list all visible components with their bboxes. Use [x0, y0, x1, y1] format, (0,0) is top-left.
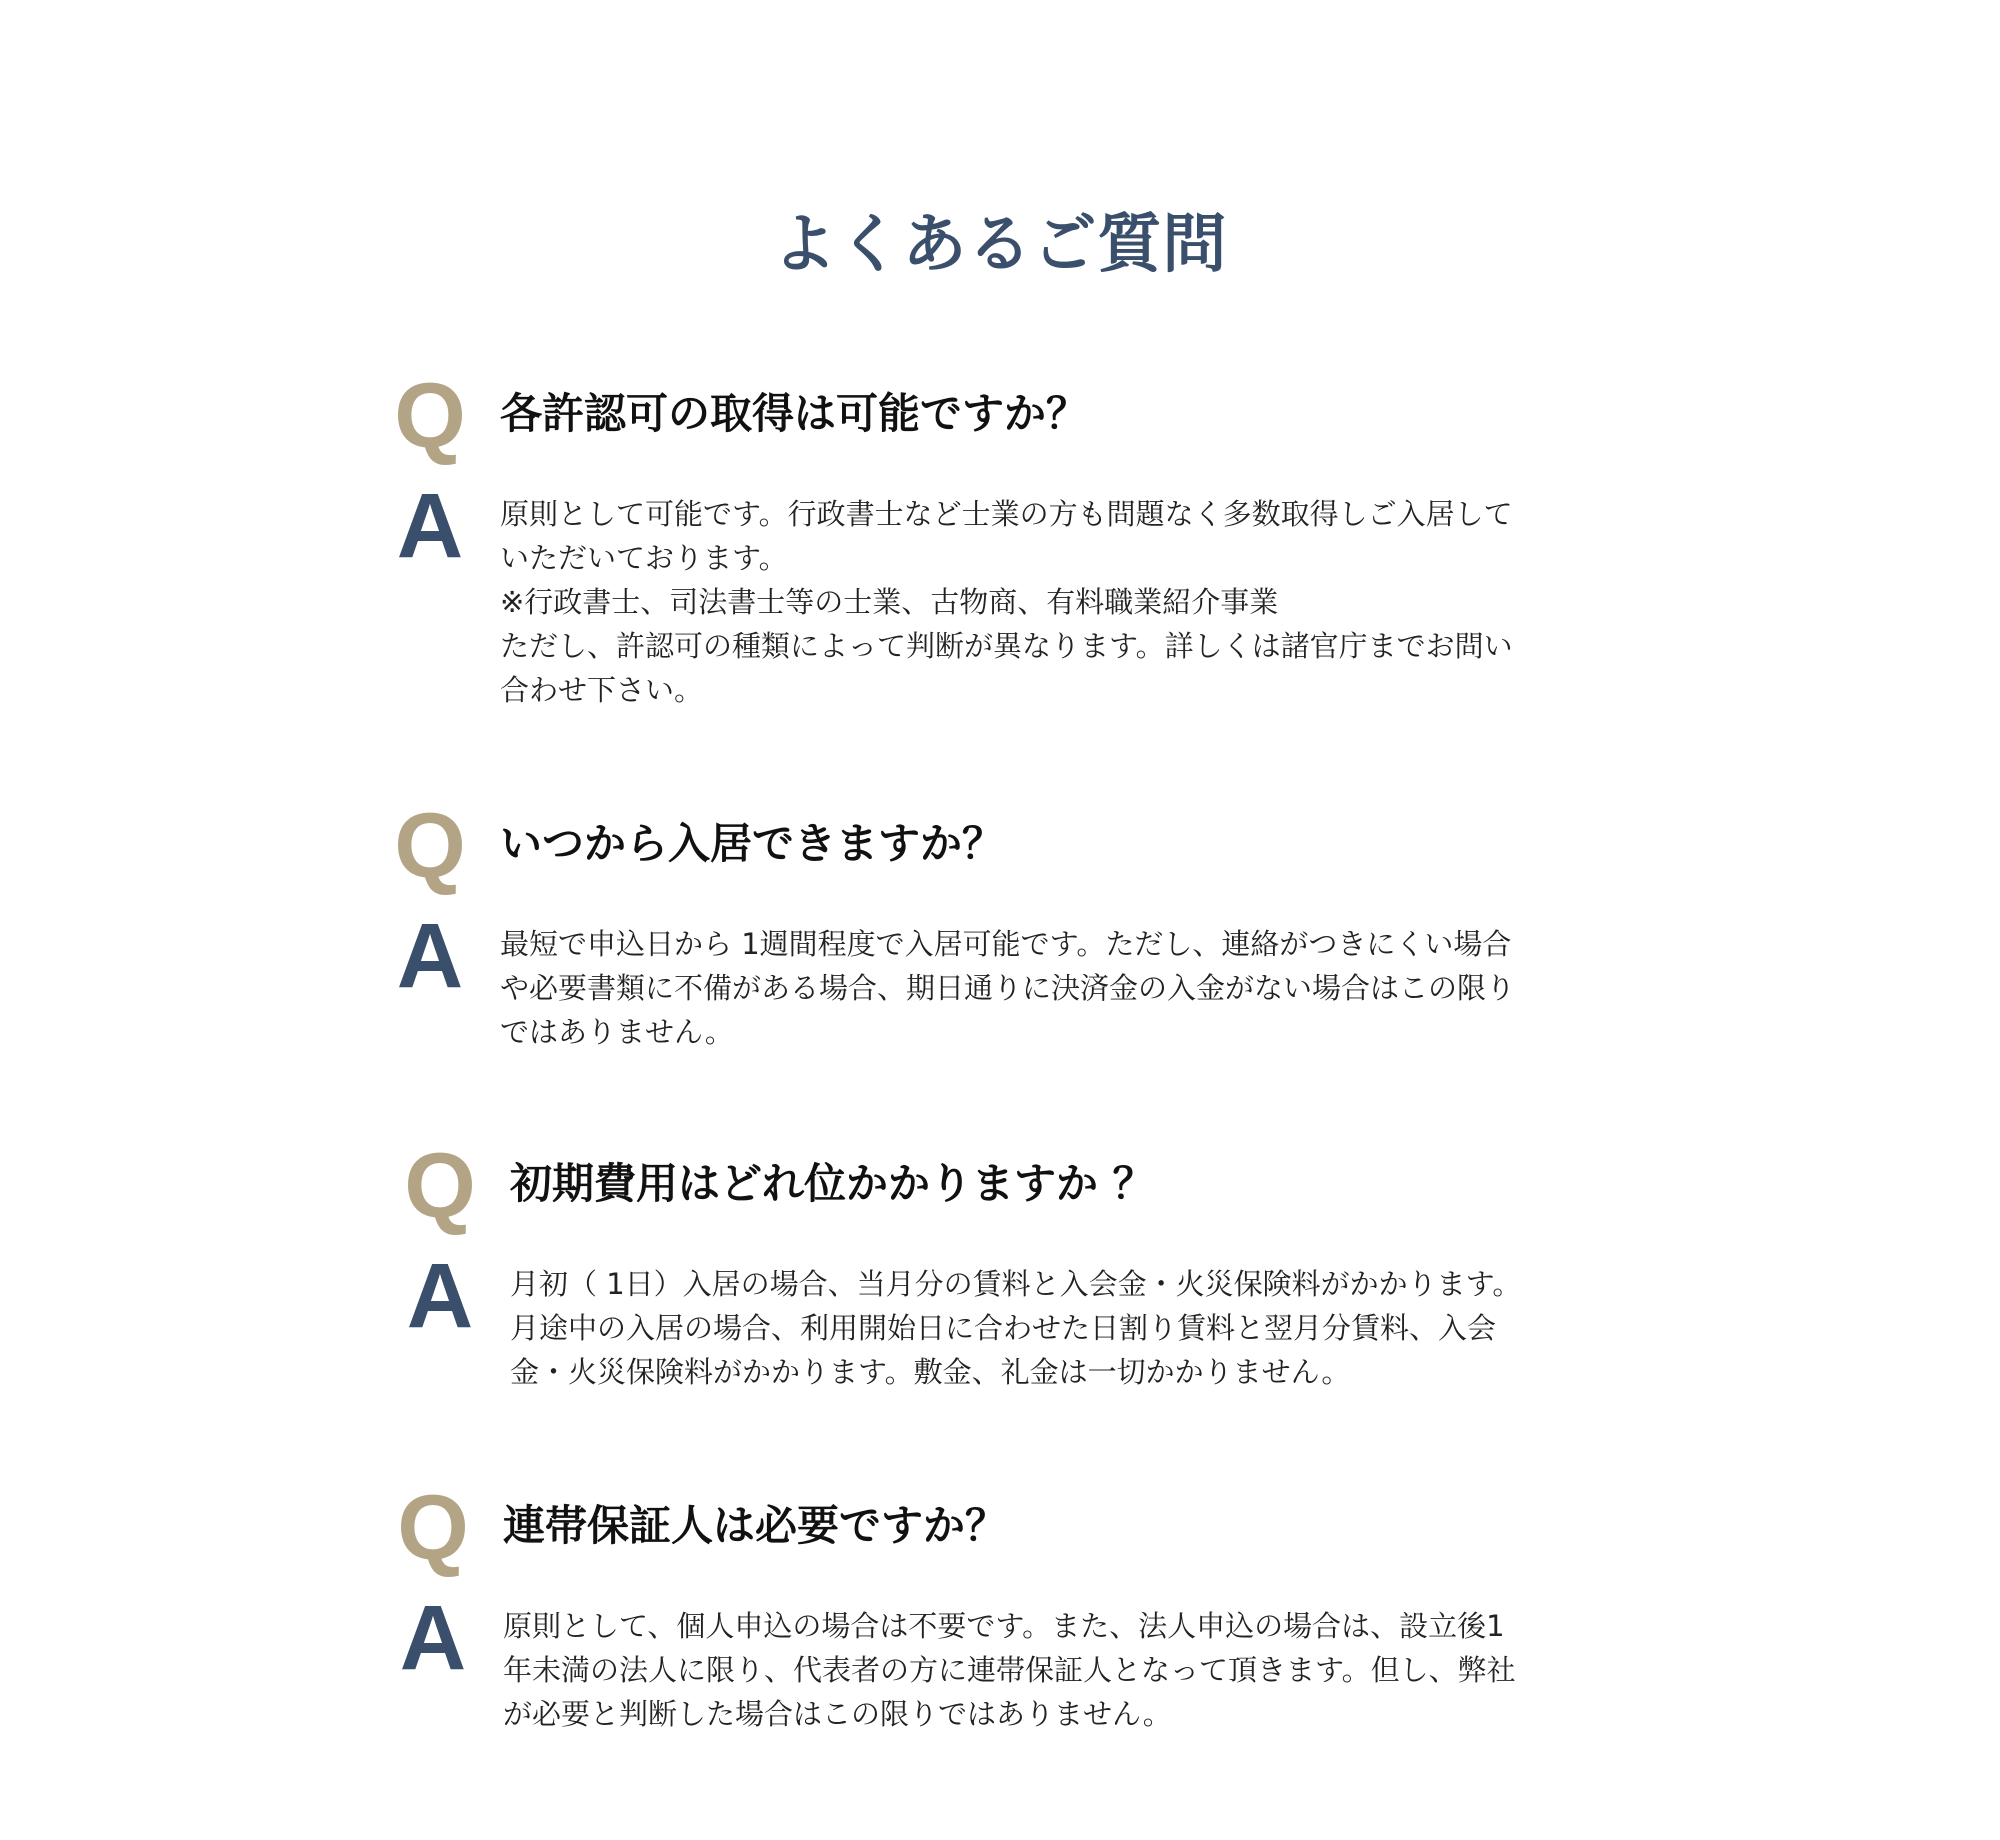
a-letter: A — [406, 1245, 474, 1347]
answer-line: 原則として可能です。行政書士など士業の方も問題なく多数取得しご入居して — [500, 497, 1513, 531]
faq-answer — [500, 492, 1540, 712]
q-letter: Q — [394, 365, 466, 467]
answer-line: 金・火災保険料がかかります。敷金、礼金は一切かかりません。 — [510, 1355, 1351, 1389]
page-title: よくあるご質問 — [772, 208, 1228, 282]
answer-line: 月初（ 1日）入居の場合、当月分の賃料と入会金・火災保険料がかかります。 — [510, 1267, 1522, 1301]
faq-item — [400, 1135, 1600, 1410]
q-letter: Q — [394, 795, 466, 897]
faq-question: 初期費用はどれ位かかりますか ？ — [510, 1159, 1155, 1208]
faq-question: いつから入居できますか？ — [500, 819, 1005, 868]
faq-item — [390, 365, 1590, 730]
faq-item — [393, 1477, 1593, 1752]
faq-item — [390, 795, 1590, 1070]
a-letter: A — [399, 1587, 467, 1689]
a-letter: A — [396, 905, 464, 1007]
answer-line: や必要書類に不備がある場合、期日通りに決済金の入金がない場合はこの限り — [500, 971, 1516, 1005]
q-letter: Q — [397, 1477, 469, 1579]
answer-line: 月途中の入居の場合、利用開始日に合わせた日割り賃料と翌月分賃料、入会 — [510, 1311, 1497, 1345]
answer-line: ではありません。 — [500, 1015, 734, 1049]
answer-line: 原則として、個人申込の場合は不要です。また、法人申込の場合は、設立後1 — [503, 1609, 1505, 1643]
answer-line: ※行政書士、司法書士等の士業、古物商、有料職業紹介事業 — [500, 585, 1279, 619]
faq-answer — [500, 922, 1540, 1054]
answer-line: 年未満の法人に限り、代表者の方に連帯保証人となって頂きます。但し、弊社 — [503, 1653, 1516, 1687]
answer-line: いただいております。 — [500, 541, 788, 575]
q-letter: Q — [404, 1135, 476, 1237]
faq-answer — [510, 1262, 1550, 1394]
a-letter: A — [396, 475, 464, 577]
answer-line: が必要と判断した場合はこの限りではありません。 — [503, 1697, 1172, 1731]
answer-line: 合わせ下さい。 — [500, 673, 704, 707]
faq-answer — [503, 1604, 1543, 1736]
faq-question: 各許認可の取得は可能ですか？ — [500, 389, 1089, 438]
answer-line: ただし、許認可の種類によって判断が異なります。詳しくは諸官庁までお問い — [500, 629, 1513, 663]
faq-question: 連帯保証人は必要ですか？ — [503, 1501, 1008, 1550]
answer-line: 最短で申込日から 1週間程度で入居可能です。ただし、連絡がつきにくい場合 — [500, 927, 1512, 961]
